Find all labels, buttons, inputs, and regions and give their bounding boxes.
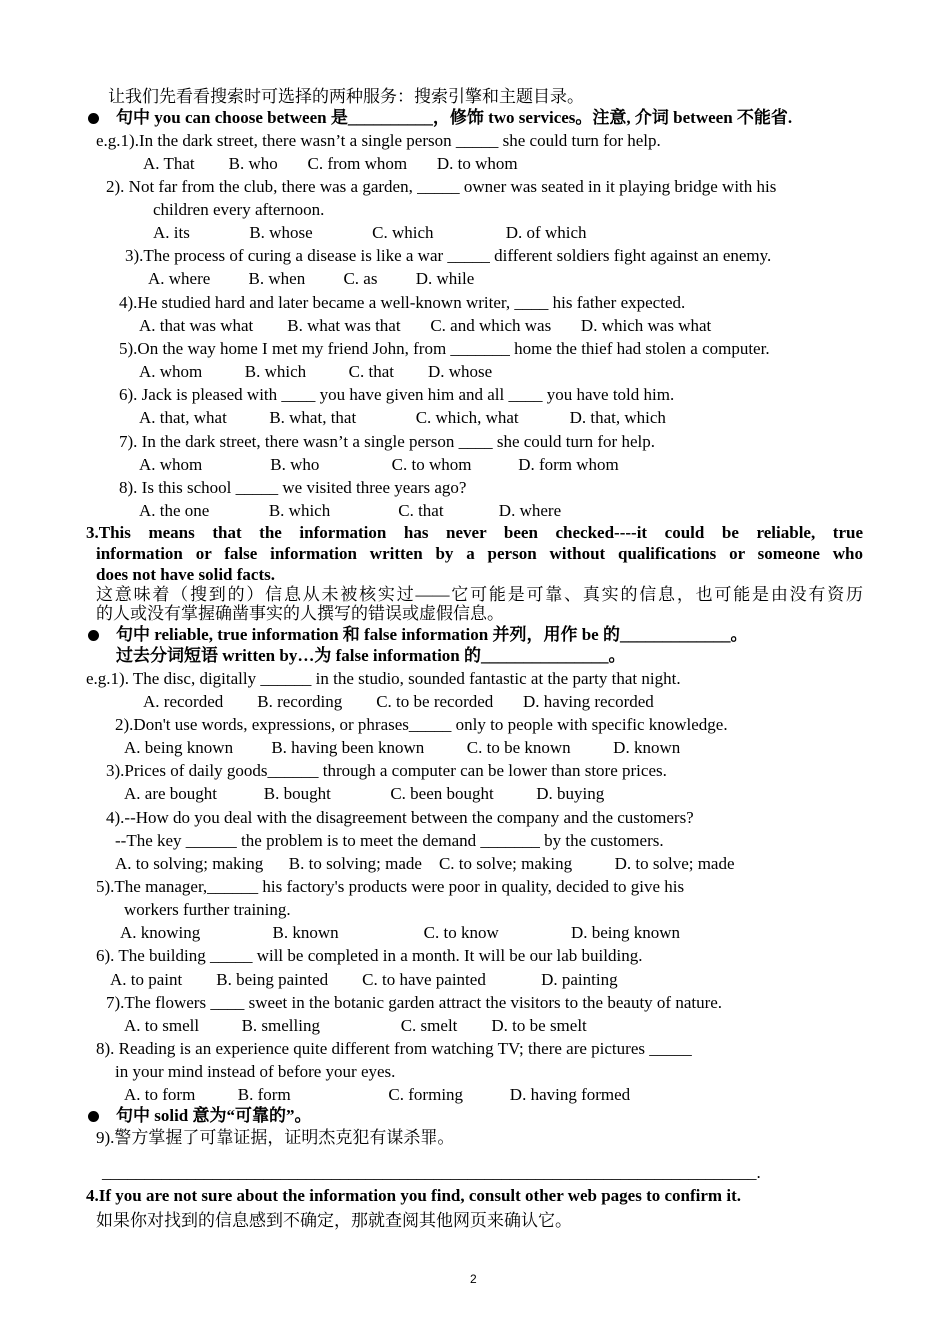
text-line: 7). In the dark street, there wasn’t a single person ____ she could turn for help. (119, 432, 655, 451)
text-line: A. that was what B. what was that C. and which was D. which was what (139, 316, 712, 335)
text-line: A. That B. who C. from whom D. to whom (143, 154, 518, 173)
text-line: _____________________________________________________________________________. (102, 1163, 761, 1182)
text-line: 5).On the way home I met my friend John, from _______ home the thief had stolen a computer. (119, 339, 770, 358)
text-line: 如果你对找到的信息感到不确定，那就查阅其他网页来确认它。 (96, 1211, 572, 1230)
text-line: 5).The manager,______ his factory's products were poor in quality, decided to give his (96, 877, 685, 896)
text-line: A. to paint B. being painted C. to have painted D. painting (110, 970, 618, 989)
text-line: A. being known B. having been known C. to be known D. known (124, 738, 681, 757)
text-line: 的人或没有掌握确凿事实的人撰写的错误或虚假信息。 (96, 604, 504, 623)
text-line: --The key ______ the problem is to meet the demand _______ by the customers. (115, 831, 664, 850)
text-line: 6). Jack is pleased with ____ you have given him and all ____ you have told him. (119, 385, 675, 404)
text-line: does not have solid facts. (96, 565, 275, 584)
text-line: A. to solving; making B. to solving; made C. to solve; making D. to solve; made (115, 854, 735, 873)
text-line: A. to smell B. smelling C. smelt D. to be smelt (124, 1016, 587, 1035)
text-line: workers further training. (124, 900, 291, 919)
bullet-icon (88, 113, 99, 124)
text-line: e.g.1).In the dark street, there wasn’t a single person _____ she could turn for help. (96, 131, 661, 150)
text-line: 这意味着（搜到的）信息从未被核实过——它可能是可靠、真实的信息，也可能是由没有资历 (96, 585, 863, 604)
text-line: A. where B. when C. as D. while (148, 269, 475, 288)
text-line: 让我们先看看搜索时可选择的两种服务：搜索引擎和主题目录。 (108, 87, 584, 106)
text-line: 8). Is this school _____ we visited three years ago? (119, 478, 467, 497)
text-line: 3).Prices of daily goods______ through a computer can be lower than store prices. (106, 761, 667, 780)
text-line: 7).The flowers ____ sweet in the botanic garden attract the visitors to the beauty of nature. (106, 993, 723, 1012)
text-line: A. recorded B. recording C. to be recorded D. having recorded (143, 692, 654, 711)
text-line: A. whom B. who C. to whom D. form whom (139, 455, 619, 474)
text-line: 6). The building _____ will be completed in a month. It will be our lab building. (96, 946, 643, 965)
text-line: in your mind instead of before your eyes. (115, 1062, 396, 1081)
text-line: A. its B. whose C. which D. of which (153, 223, 587, 242)
text-line: 句中 solid 意为“可靠的”。 (116, 1106, 312, 1125)
bullet-icon (88, 1111, 99, 1122)
text-line: A. the one B. which C. that D. where (139, 501, 562, 520)
text-line: 9).警方掌握了可靠证据，证明杰克犯有谋杀罪。 (96, 1128, 455, 1147)
text-line: 8). Reading is an experience quite different from watching TV; there are pictures _____ (96, 1039, 692, 1058)
text-line: 2). Not far from the club, there was a garden, _____ owner was seated in it playing bridge with his (106, 177, 777, 196)
text-line: 3.This means that the information has never been checked----it could be reliable, true (86, 523, 863, 542)
text-line: children every afternoon. (153, 200, 325, 219)
text-line: 4.If you are not sure about the information you find, consult other web pages to confirm it. (86, 1186, 741, 1205)
text-line: 4).--How do you deal with the disagreement between the company and the customers? (106, 808, 694, 827)
text-line: A. are bought B. bought C. been bought D. buying (124, 784, 605, 803)
text-line: information or false information written by a person without qualifications or someone who (96, 544, 863, 563)
text-line: e.g.1). The disc, digitally ______ in the studio, sounded fantastic at the party that night. (86, 669, 681, 688)
text-line: 过去分词短语 written by…为 false information 的_______________。 (116, 646, 626, 665)
text-line: 句中 you can choose between 是__________，修饰 two services。注意, 介词 between 不能省. (116, 108, 793, 127)
page-number: 2 (470, 1272, 477, 1286)
text-line: A. knowing B. known C. to know D. being known (120, 923, 681, 942)
text-line: 2).Don't use words, expressions, or phrases_____ only to people with specific knowledge. (115, 715, 728, 734)
text-line: A. whom B. which C. that D. whose (139, 362, 493, 381)
text-line: A. to form B. form C. forming D. having formed (124, 1085, 631, 1104)
bullet-icon (88, 630, 99, 641)
text-line: 3).The process of curing a disease is like a war _____ different soldiers fight against an enemy. (125, 246, 772, 265)
text-line: 4).He studied hard and later became a well-known writer, ____ his father expected. (119, 293, 686, 312)
text-line: A. that, what B. what, that C. which, what D. that, which (139, 408, 666, 427)
text-line: 句中 reliable, true information 和 false information 并列，用作 be 的_____________。 (116, 625, 748, 644)
